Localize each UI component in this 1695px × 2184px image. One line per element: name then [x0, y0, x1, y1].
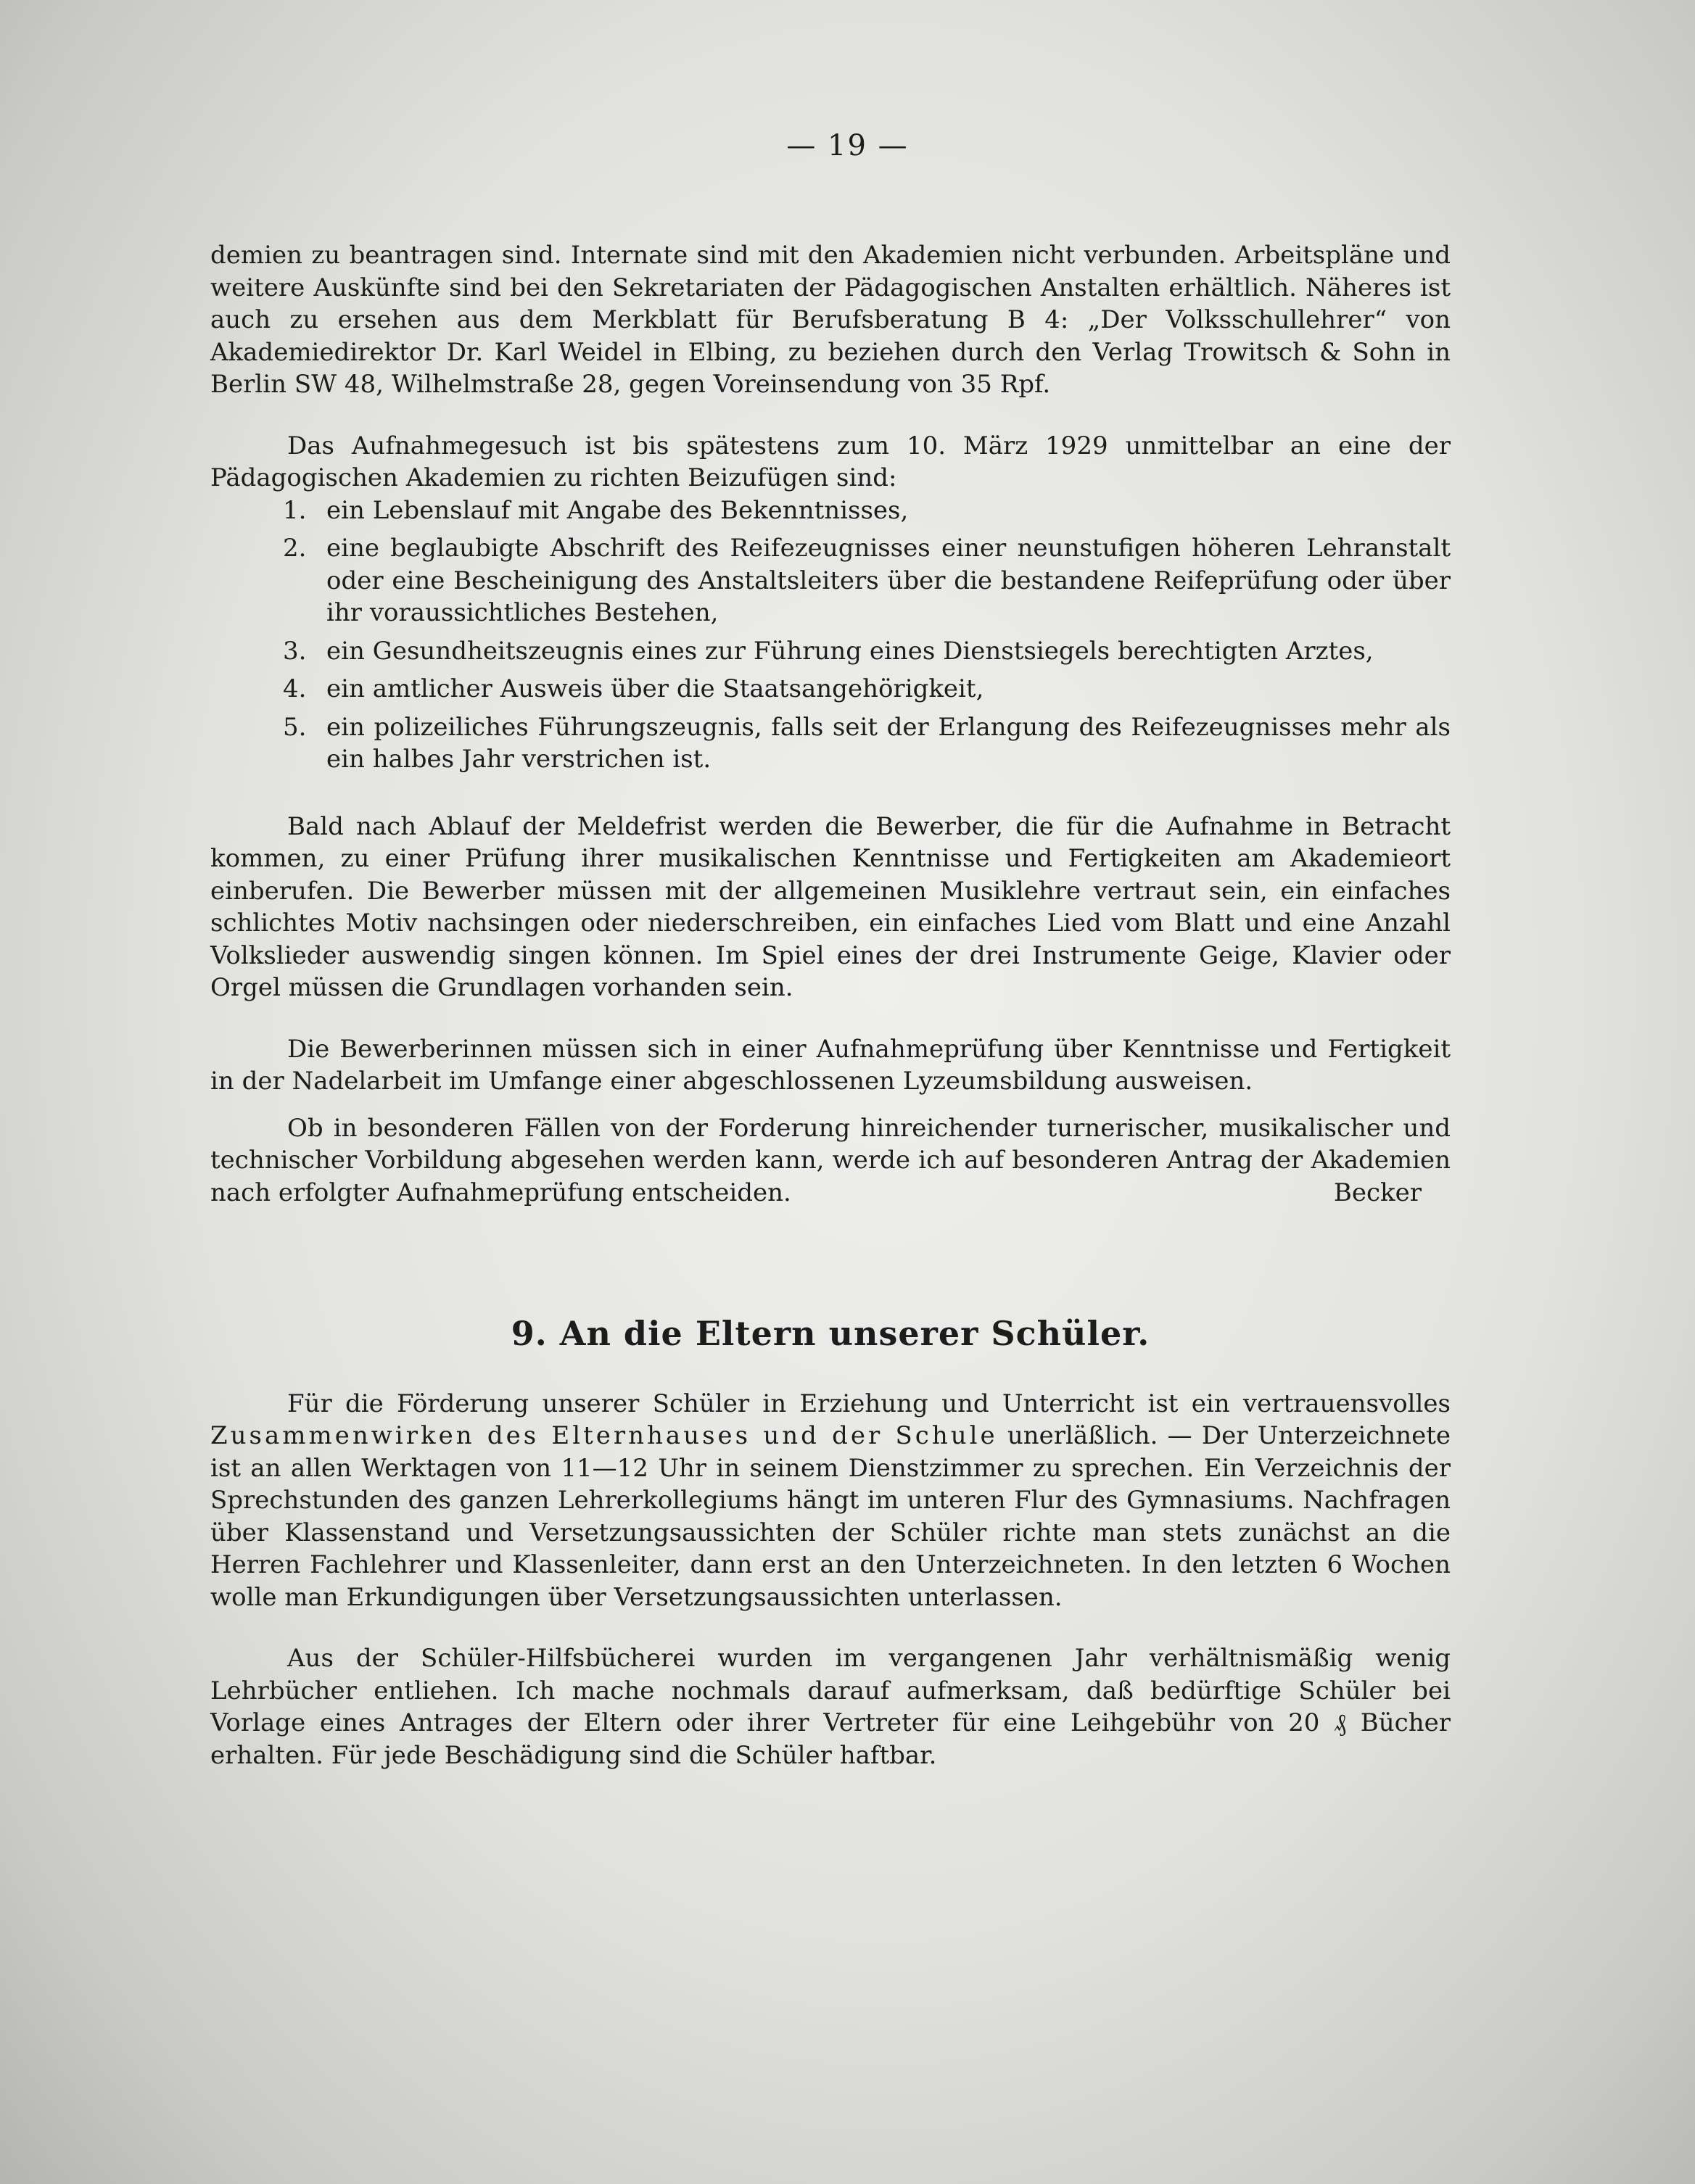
requirement-item [210, 635, 1451, 668]
requirement-number: 5. [283, 712, 307, 742]
exam-paragraph-needlework: Die Bewerberinnen müssen sich in einer Aufnahmeprüfung über Kenntnisse und Fertigkeit in der Nadelarbeit im Umfange einer abgeschlossenen Lyzeumsbildung ausweisen. [210, 1034, 1451, 1096]
requirement-number: 2. [283, 534, 307, 563]
requirement-text: ein Lebenslauf mit Angabe des Bekenntnisses, [326, 495, 909, 525]
section-heading: 9. An die Eltern unserer Schüler. [511, 1314, 1150, 1353]
spacer [210, 401, 1451, 430]
requirement-number: 4. [283, 674, 307, 703]
requirement-text: ein Gesundheitszeugnis eines zur Führung eines Dienstsiegels berechtigten Arztes, [326, 636, 1374, 666]
application-lead: Das Aufnahmegesuch ist bis spätestens zum 10. März 1929 unmittelbar an eine der Pädagogischen Akademien zu richten Beizufügen sind: [210, 431, 1451, 492]
exam-paragraph-music: Bald nach Ablauf der Meldefrist werden die Bewerber, die für die Aufnahme in Betracht kommen, zu einer Prüfung ihrer musikalischen Kenntnisse und Fertigkeiten am Akademieort einberufen. Die Bewerber müssen mit der allgemeinen Musiklehre vertraut sein, ein einfaches schlichtes Motiv nachsingen oder niederschreiben, ein einfaches Lied vom Blatt und eine Anzahl Volkslieder auswendig singen können. Im Spiel eines der drei Instrumente Geige, Klavier oder Orgel müssen die Grundlagen vorhanden sein. [210, 811, 1451, 1002]
parents-text-start: Für die Förderung unserer Schüler in Erziehung und Unterricht ist ein vertrauensvolles [287, 1389, 1451, 1418]
requirement-text: eine beglaubigte Abschrift des Reifezeugnisses einer neunstufigen höheren Lehranstalt oder eine Bescheinigung des Anstaltsleiters über die bestandene Reifeprüfung oder über ihr voraussichtliches Bestehen, [326, 534, 1451, 627]
library-paragraph: Aus der Schüler-Hilfsbücherei wurden im vergangenen Jahr verhältnismäßig wenig Lehrbücher entliehen. Ich mache nochmals darauf aufmerksam, daß bedürftige Schüler bei Vorlage eines Antrages der Eltern oder ihrer Vertreter für eine Leihgebühr von 20 ₰ Bücher erhalten. Für jede Beschädigung sind die Schüler haftbar. [210, 1644, 1451, 1770]
spacer [210, 782, 1451, 811]
requirement-item [210, 711, 1451, 776]
parents-text-emphasis: Zusammenwirken des Elternhauses und der Schule [210, 1421, 998, 1450]
exam-paragraph-exceptions [210, 1112, 1451, 1209]
requirements-list [210, 495, 1451, 776]
intro-paragraph: demien zu beantragen sind. Internate sind mit den Akademien nicht verbunden. Arbeitspläne und weitere Auskünfte sind bei den Sekretariaten der Pädagogischen Anstalten erhältlich. Näheres ist auch zu ersehen aus dem Merkblatt für Berufsberatung B 4: „Der Volksschullehrer“ von Akademiedirektor Dr. Karl Weidel in Elbing, zu beziehen durch den Verlag Trowitsch & Sohn in Berlin SW 48, Wilhelmstraße 28, gegen Voreinsendung von 35 Rpf. [210, 241, 1451, 399]
page-number: — 19 — [786, 129, 909, 162]
spacer [210, 1004, 1451, 1033]
requirement-item [210, 495, 1451, 527]
exceptions-text: Ob in besonderen Fällen von der Forderung hinreichender turnerischer, musikalischer und technischer Vorbildung abgesehen werden kann, werde ich auf besonderen Antrag der Akademien nach erfolgter Aufnahmeprüfung entscheiden. [210, 1113, 1451, 1207]
spacer [210, 1209, 1451, 1318]
requirement-number: 1. [283, 495, 307, 525]
requirement-number: 3. [283, 636, 307, 666]
signature: Becker [1333, 1178, 1422, 1207]
spacer [210, 1350, 1451, 1388]
page-body [210, 239, 1451, 1771]
parents-text-rest: unerläßlich. — Der Unterzeichnete ist an allen Werktagen von 11—12 Uhr in seinem Dienstzimmer zu sprechen. Ein Verzeichnis der Sprechstunden des ganzen Lehrerkollegiums hängt im unteren Flur des Gymnasiums. Nachfragen über Klassenstand und Versetzungsaussichten der Schüler richte man stets zunächst an die Herren Fachlehrer und Klassenleiter, dann erst an den Unterzeichneten. In den letzten 6 Wochen wolle man Erkundigungen über Versetzungsaussichten unterlassen. [210, 1421, 1451, 1612]
requirement-item [210, 532, 1451, 629]
requirement-item [210, 673, 1451, 706]
spacer [210, 1613, 1451, 1642]
requirement-text: ein amtlicher Ausweis über die Staatsangehörigkeit, [326, 674, 984, 703]
spacer [210, 1098, 1451, 1112]
parents-paragraph [210, 1388, 1451, 1614]
requirement-text: ein polizeiliches Führungszeugnis, falls seit der Erlangung des Reifezeugnisses mehr als ein halbes Jahr verstrichen ist. [326, 712, 1451, 774]
